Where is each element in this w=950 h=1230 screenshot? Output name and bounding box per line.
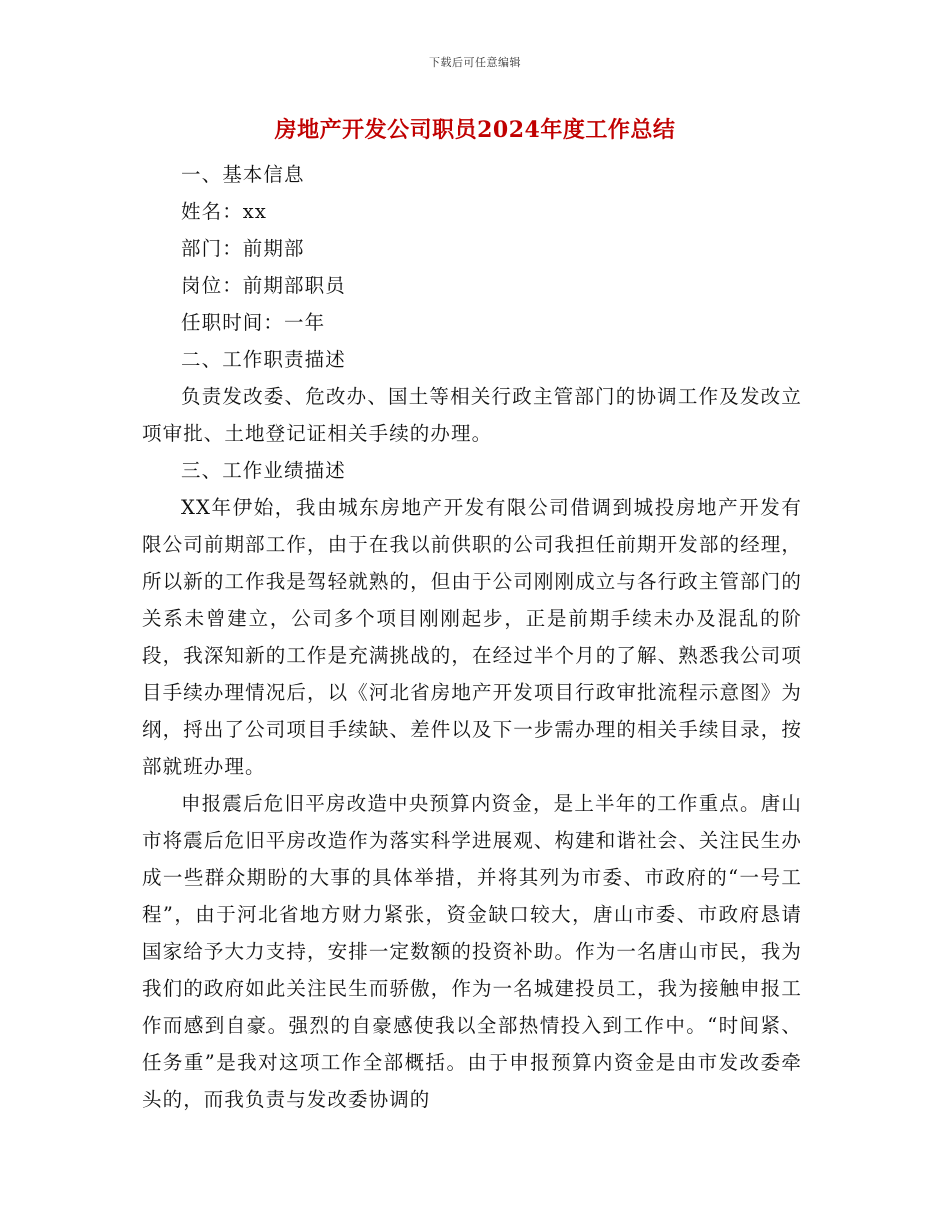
info-name: 姓名：xx xyxy=(181,200,267,223)
section3-paragraph-2: 申报震后危旧平房改造中央预算内资金，是上半年的工作重点。唐山市将震后危旧平房改造作为落实科学进展观、构建和谐社会、关注民生办成一些群众期盼的大事的具体举措，并将其列为市委、市政府的“一号工程”，由于河北省地方财力紧张，资金缺口较大，唐山市委、市政府恳请国家给予大力支持，安排一定数额的投资补助。作为一名唐山市民，我为我们的政府如此关注民生而骄傲，作为一名城建投员工，我为接触申报工作而感到自豪。强烈的自豪感使我以全部热情投入到工作中。“时间紧、任务重”是我对这项工作全部概括。由于申报预算内资金是由市发改委牵头的，而我负责与发改委协调的 xyxy=(142,792,802,1111)
document-title: 房地产开发公司职员2024年度工作总结 xyxy=(274,117,676,143)
section2-body: 负责发改委、危改办、国土等相关行政主管部门的协调工作及发改立项审批、土地登记证相关手续的办理。 xyxy=(142,385,802,445)
section1-heading: 一、基本信息 xyxy=(181,163,305,186)
page-header-note: 下载后可任意编辑 xyxy=(429,56,521,69)
section2-heading: 二、工作职责描述 xyxy=(181,348,346,371)
document-body xyxy=(142,156,802,1118)
info-tenure: 任职时间：一年 xyxy=(181,311,326,334)
section3-heading: 三、工作业绩描述 xyxy=(181,459,346,482)
info-position: 岗位：前期部职员 xyxy=(181,274,346,297)
info-department: 部门：前期部 xyxy=(181,237,305,260)
section3-paragraph-1: XX年伊始，我由城东房地产开发有限公司借调到城投房地产开发有限公司前期部工作，由于在我以前供职的公司我担任前期开发部的经理，所以新的工作我是驾轻就熟的，但由于公司刚刚成立与各行政主管部门的关系未曾建立，公司多个项目刚刚起步，正是前期手续未办及混乱的阶段，我深知新的工作是充满挑战的，在经过半个月的了解、熟悉我公司项目手续办理情况后，以《河北省房地产开发项目行政审批流程示意图》为纲，捋出了公司项目手续缺、差件以及下一步需办理的相关手续目录，按部就班办理。 xyxy=(142,496,802,778)
